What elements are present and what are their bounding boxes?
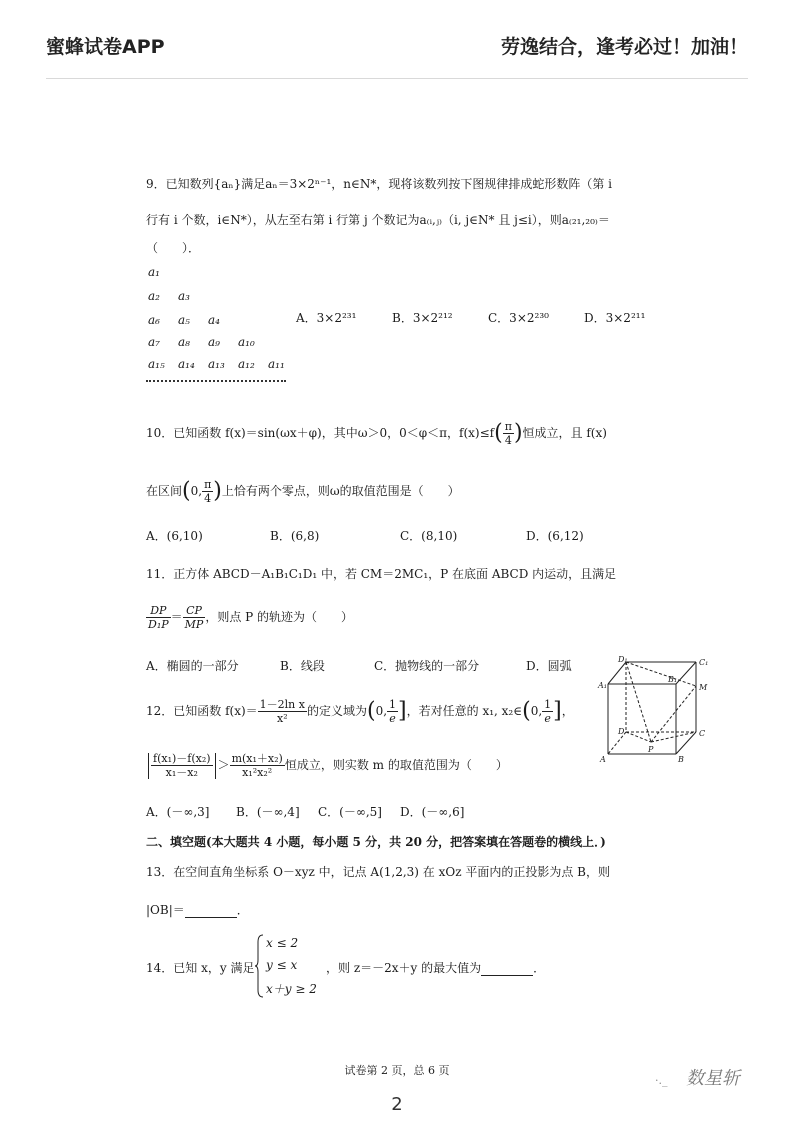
q13-line2-end: ．: [236, 903, 249, 917]
cube-label: A: [600, 755, 606, 764]
q10-option-a: A．(6,10): [146, 529, 203, 543]
cube-diagram: [596, 654, 714, 766]
q12-line1: 12．已知函数 f(x)＝ $\frac{\text{1－2ln x}}{\text{x²}}$ 的定义域为(0, $\frac{1}{e}$ ]，若对任意的 x₁, x₂∈(0, $\frac{1}{e}$ ]，: [146, 698, 574, 725]
cube-label: C: [699, 729, 706, 738]
fraction-denominator: x₁－x₂: [165, 766, 198, 779]
cube-label: P: [648, 745, 654, 754]
q10-interval-start: 0,: [190, 484, 203, 498]
q9-option-a: A．3×2²³¹: [296, 311, 357, 325]
q14-condition-2: y ≤ x: [266, 958, 298, 972]
header-divider: [46, 78, 748, 79]
q10-line2-text-a: 在区间: [146, 484, 183, 498]
q12-option-d: D．(－∞,6]: [400, 805, 465, 819]
q13-answer-blank[interactable]: [185, 903, 237, 918]
q13-line1: 13．在空间直角坐标系 O－xyz 中，记点 A(1,2,3) 在 xOz 平面内的正投影为点 B，则: [146, 865, 610, 879]
q10-line2-text-b: 上恰有两个零点，则ω的取值范围是（ ）: [221, 484, 460, 498]
q11-line1: 11．正方体 ABCD－A₁B₁C₁D₁ 中，若 CM＝2MC₁，P 在底面 ABCD 内运动，且满足: [146, 567, 617, 581]
matrix-cell: a₁₀: [238, 335, 255, 349]
q12-line2-text: 恒成立，则实数 m 的取值范围为（ ）: [284, 758, 508, 772]
q11-fraction-cp: [183, 604, 206, 631]
matrix-cell: a₃: [178, 289, 190, 303]
fraction-numerator: m(x₁＋x₂): [231, 752, 283, 765]
system-brace: [254, 934, 264, 998]
q10-line2: 在区间(0, $\frac{\pi}{4}$ )上恰有两个零点，则ω的取值范围是（ ）: [146, 478, 460, 505]
q9-line1: 9．已知数列{aₙ}满足aₙ＝3×2ⁿ⁻¹，n∈N*，现将该数列按下图规律排成蛇形数阵（第 i: [146, 177, 613, 191]
q12-domain-fraction: [387, 698, 398, 725]
q11-line2: [146, 600, 353, 634]
matrix-cell: a₆: [148, 313, 160, 327]
q12-rhs-fraction: [230, 752, 285, 779]
cube-label: M: [699, 683, 708, 692]
q12-domain-start: 0,: [375, 704, 388, 718]
q12-difference-quotient: [151, 752, 213, 779]
q12-domain-start-2: 0,: [530, 704, 543, 718]
page-number: 2: [391, 1094, 403, 1115]
q11-line2-text: ，则点 P 的轨迹为（ ）: [205, 610, 354, 624]
fraction-numerator: π: [504, 420, 512, 433]
q9-option-c: C．3×2²³⁰: [488, 311, 549, 325]
q12-line1-text-a: 12．已知函数 f(x)＝: [146, 704, 258, 718]
q12-option-b: B．(－∞,4]: [236, 805, 300, 819]
fraction-denominator: e: [389, 712, 396, 725]
matrix-continuation-dots: [146, 380, 286, 382]
matrix-cell: a₁: [148, 265, 160, 279]
q10-option-d: D．(6,12): [526, 529, 584, 543]
cube-label: D₁: [618, 655, 628, 664]
q14-end: ．: [533, 961, 546, 975]
q10-interval-fraction: [202, 478, 213, 505]
q12-option-c: C．(－∞,5]: [318, 805, 382, 819]
q11-option-a: A．椭圆的一部分: [146, 659, 239, 673]
q13-line2-text: |OB|＝: [146, 903, 185, 917]
q12-option-a: A．(－∞,3]: [146, 805, 210, 819]
q11-option-d: D．圆弧: [526, 659, 572, 673]
fraction-denominator: D₁P: [148, 618, 169, 631]
fraction-denominator: x²: [277, 712, 288, 725]
fraction-numerator: 1: [389, 698, 397, 711]
q10-line1-text-b: 恒成立，且 f(x): [522, 426, 607, 440]
cube-label: C₁: [699, 658, 709, 667]
q9-line2: 行有 i 个数，i∈N*），从左至右第 i 行第 j 个数记为a₍ᵢ,ⱼ₎（i, j∈N* 且 j≤i），则a₍₂₁,₂₀₎＝: [146, 213, 610, 227]
q12-domain-fraction-2: [542, 698, 553, 725]
cube-label: B₁: [668, 675, 678, 684]
fraction-numerator: π: [204, 478, 212, 491]
matrix-cell: a₄: [208, 313, 220, 327]
cube-label: D: [618, 727, 625, 736]
q14-suffix-line: [326, 960, 545, 976]
matrix-cell: a₁₃: [208, 357, 225, 371]
page-footer: 试卷第 2 页，总 6 页: [344, 1064, 450, 1077]
q9-option-b: B．3×2²¹²: [392, 311, 453, 325]
q12-line1-text-c: ，若对任意的 x₁, x₂∈: [406, 704, 523, 718]
fraction-numerator: CP: [183, 604, 206, 618]
fraction-denominator: 4: [204, 492, 212, 505]
fraction-numerator: 1: [544, 698, 552, 711]
header-slogan: 劳逸结合，逢考必过！加油！: [500, 36, 748, 58]
q14-prefix: 14．已知 x，y 满足: [146, 961, 255, 975]
q11-option-c: C．抛物线的一部分: [374, 659, 480, 673]
brand-title: 蜜蜂试卷APP: [46, 36, 165, 58]
q12-line1-text-b: 的定义域为: [306, 704, 367, 718]
q11-equals: ＝: [170, 610, 183, 624]
q10-line1: 10．已知函数 f(x)＝sin(ωx＋φ)，其中ω＞0，0＜φ＜π，f(x)≤f( $\frac{\pi}{4}$ )恒成立，且 f(x): [146, 420, 607, 447]
q14-suffix: ，则 z＝－2x＋y 的最大值为: [326, 961, 482, 975]
matrix-cell: a₁₂: [238, 357, 255, 371]
fraction-denominator: MP: [184, 618, 204, 631]
watermark-text: 数星斩: [686, 1068, 740, 1089]
q9-option-d: D．3×2²¹¹: [584, 311, 646, 325]
q10-option-c: C．(8,10): [400, 529, 458, 543]
matrix-cell: a₉: [208, 335, 220, 349]
q11-fraction-dp: [146, 604, 171, 631]
fraction-numerator: 1－2ln x: [259, 698, 305, 711]
cube-label: B: [678, 755, 684, 764]
q12-line2: [146, 748, 508, 782]
fraction-denominator: e: [544, 712, 551, 725]
q10-option-b: B．(6,8): [270, 529, 320, 543]
q11-option-b: B．线段: [280, 659, 325, 673]
q13-line2: [146, 902, 249, 918]
matrix-cell: a₅: [178, 313, 190, 327]
fraction-denominator: x₁²x₂²: [242, 766, 273, 779]
watermark-icon: ·._: [655, 1074, 668, 1087]
q14-condition-1: x ≤ 2: [266, 936, 299, 950]
page-header: [0, 0, 794, 80]
q9-line3: （ ）．: [146, 241, 201, 255]
fraction-denominator: 4: [504, 434, 512, 447]
q14-answer-blank[interactable]: [481, 961, 533, 976]
q14-condition-3: x＋y ≥ 2: [266, 982, 317, 996]
matrix-cell: a₁₅: [148, 357, 165, 371]
matrix-cell: a₈: [178, 335, 190, 349]
matrix-cell: a₁₄: [178, 357, 195, 371]
q12-function-fraction: [258, 698, 307, 725]
q10-fraction: [503, 420, 514, 447]
matrix-cell: a₂: [148, 289, 160, 303]
cube-label: A₁: [598, 681, 607, 690]
q12-greater-than: ＞: [217, 758, 230, 772]
section-fill-in-heading: 二、填空题(本大题共 4 小题，每小题 5 分，共 20 分，把答案填在答题卷的横线上．): [146, 835, 606, 849]
matrix-cell: a₇: [148, 335, 160, 349]
fraction-numerator: DP: [146, 604, 171, 618]
fraction-numerator: f(x₁)－f(x₂): [153, 752, 211, 765]
q10-line1-text-a: 10．已知函数 f(x)＝sin(ωx＋φ)，其中ω＞0，0＜φ＜π，f(x)≤f: [146, 426, 495, 440]
matrix-cell: a₁₁: [268, 357, 285, 371]
